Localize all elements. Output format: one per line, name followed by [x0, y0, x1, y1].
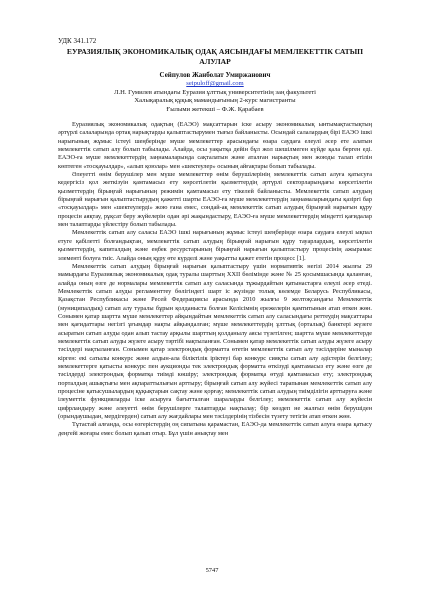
paper-body	[58, 121, 372, 438]
body-paragraph: Мемлекеттік сатып алудың бірыңғай нарығын қалыптастыру үшін нормативтік негізі 2014 жылғы 29 мамырдағы Еуразиялық экономикалық одақ туралы шарттың XXII бөлімінде және № 25 қосымшасында қаланған, алайда оның өзге де нормалары мемлекеттік сатып алу саласында тұжырдайтын қатынастарға елеулі әсер етеді. Мемлекеттік сатып алуды регламенттеу бөлігіндегі шарт іс жүзінде толық көлемде Беларусь Республикасы, Қазақстан Республикасы және Ресей Федерациясы арасында 2010 жылғы 9 желтоқсандағы Мемлекеттік (муниципалдық) сатып алу туралы бұрын қолданыста болған Келісімнің ережелерін қамтитынын атап өткен жөн. Сонымен қатар шартта мүше мемлекеттер айқындайтын мемлекеттік сатып алу саласындағы реттеудің мақсаттары мен қағидаттары негізгі ұғымдар нақты айқындалған; мүше мемлекеттердің ұлттық (орталық) банктері жүзеге асыратын сатып алуды одан алып тастау арқылы шарттың қолданылу аясы түзетілген; шартта мүше мемлекеттерде мемлекеттік сатып алуды жүзеге асыру тәртібі нақтыланған. Сонымен қатар мемлекеттік сатып алуды жүзеге асыру тәсілдері нақтыланған. Сонымен қатар электрондық форматта өтетін мемлекеттік сатып алу тәсілдеріне мыналар кірген: екі сатылы конкурс және алдын-ала біліктілік іріктеуі бар конкурс сияқты сатып алу әдістерін белгілеу; мемлекеттерге қатысты конкурс пен аукционды тек электрондық форматта өткізуді қамтамасыз ету және өзге де тәсілдерді электрондық форматқа тиімді көшіру; электрондық форматқа өтуді қамтамасыз ету; электрондық порталдың ашықтығы мен ақпараттылығын арттыру; бірыңғай сатып алу жүйесі тарапынан мемлекеттік сатып алу процесіне қатысушылардың құқықтарын сақтау және қорғау; мемлекеттік сатып алудың тиімділігін арттыруға және ілеуметтік функцияларды іске асыруға бағытталған шараларды белгілеу; мемлекеттік сатып алу жүйесін цифрландыру және әлеуетті өнім берушілерге талаптарды нақтылау; бір көздеп не жалғыз өнім берушіден (орындаушыдан, мердігерден) сатып алу жағдайлары мен тәсілдерінің тізбесін түзету тетігін атап өткен жөн.	[58, 262, 372, 421]
body-paragraph: Әлеуетті өнім берушілер мен мүше мемлекеттер өнім берушілерінің мемлекеттік сатып алуға қатысуға кедергісіз қол жеткізуін қамтамасыз ету көрсетілетін қызметтердің әртүрлі секторларындағы көрсетілетін қызметтердің бірыңғай нарығының режимін қамтамасыз ету тікелей байланысты. Мемлекеттік сатып алудың бірыңғай нарығын қалыптастырудың қажетті шарты ЕАЭО-ға мүше мемлекеттердің заңнамаларындағы қазіргі бар «тосқауылдар» мен «шектеулерді» жою ғана емес, сондай-ақ мемлекеттік сатып алудың бірыңғай нарығын құру процесін аяқтау, рұқсат беру жүйелерін одан әрі жақындастыру, ЕАЭО-ға мүше мемлекеттердің міндетті қағидалар мен талаптарды үйлестіру болып табылады.	[58, 171, 372, 229]
author-email-link[interactable]: seipuloff@gmail.com	[186, 80, 244, 87]
body-paragraph: Еуразиялық экономикалық одақтың (ЕАЭО) мақсаттарын іске асыру экономикалық ынтымақтастықтың әртүрлі салаларында ортақ нарықтарды қалыптастырумен тығыз байланысты. Осындай салалардың бірі ЕАЭО ішкі нарығының жұмыс істеуі шеңберінде мүше мемлекеттер арасындағы өзара саудаға елеулі әсер ете алатын мемлекеттік сатып алу болып табылады. Алайда, осы уақытқа дейін бұл жол шешілмеген күйде қала берген еді. ЕАЭО-ға мүше мемлекеттердің заңнамаларында сақталатын және аталған нарықтың мен жоюды талап етілін көптеген «тосқауылдар», «алып қоюлар» мен «шектеулер» осының айғақтары болып табылады.	[58, 121, 372, 170]
paper-title: ЕУРАЗИЯЛЫҚ ЭКОНОМИКАЛЫҚ ОДАҚ АЯСЫНДАҒЫ МЕМЛЕКЕТТІК САТЫП АЛУЛАР	[66, 47, 364, 66]
affiliation-line: Л.Н. Гумилев атындағы Еуразия ұлттық университетінің заң факультеті	[113, 88, 317, 96]
body-paragraph: Мемлекеттік сатып алу саласы ЕАЭО ішкі нарығының жұмыс істеуі шеңберінде өзара саудаға елеулі ықпал етуге қабілетті болғандықтан, мемлекеттік сатып алудың бірыңғай нарығын құру тауарлардың, көрсетілетін қызметтердің, капиталдың және еңбек ресурстарының бірыңғай нарығын қалыптастыру процесінің ажырамас элементі болуға тиіс. Алайда оның құру өте күрделі және уақытты қажет ететін процесс [1].	[58, 229, 372, 262]
body-paragraph: Тұтастай алғанда, осы өзгерістердің оң сипатына қарамастан, ЕАЭО-да мемлекеттік сатып алуға өзара қатысу деңгейі жоғары емес болып қалып отыр. Бұл үшін анықтау мен	[58, 421, 372, 437]
author-name: Сейпулов Жанболат Умиржанович	[159, 71, 271, 79]
udk-code: УДК 341.172	[58, 37, 97, 45]
affiliation-line: Халықаралық құқық мамандығының 2-курс магистранты	[134, 97, 296, 104]
affiliation-line: Ғылыми жетекші – Ф.Ж. Қарабаев	[166, 105, 264, 113]
page-number: 5747	[205, 567, 219, 574]
